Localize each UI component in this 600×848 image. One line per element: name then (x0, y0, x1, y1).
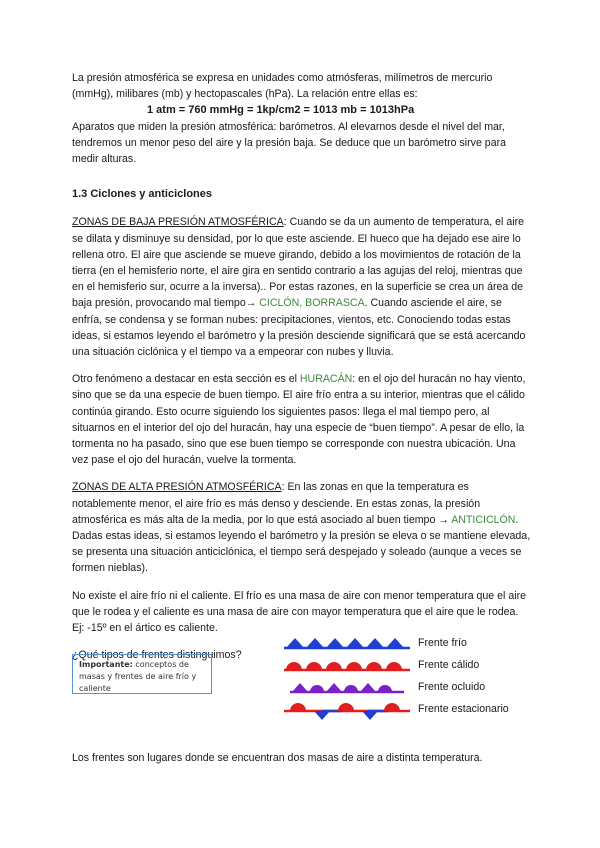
important-note-box (72, 654, 212, 694)
document-body (72, 70, 532, 664)
high-pressure-text-1: : En las zonas en que la temperatura es notablemente menor, el aire frío es más denso y desciende. En estas zonas, la presión atmosférica es más alta de la media, por lo que está asociado al buen tiempo → (72, 481, 481, 526)
hurricane-text-2: : en el ojo del huracán no hay viento, sino que se da una especie de buen tiempo. El aire frío entra a su interior, mientras que el cálido continúa girando. Esto ocurre siguiendo los siguientes pasos: llega el mal tiempo pero, al situarnos en el interior del ojo del huracán, hay una especie de “buen tiempo”. A pesar de ello, la tormenta no ha pasado, sino que ese buen tiempo se corresponde con nuestra ubicación. Una vez pase el ojo del huracán, vuelve la tormenta. (72, 373, 526, 467)
warm-front-row (282, 656, 522, 678)
cold-front-row (282, 634, 522, 656)
important-note-label: Importante: (79, 660, 133, 669)
barometer-paragraph: Aparatos que miden la presión atmosférica: barómetros. Al elevarnos desde el nivel del mar, tendremos un menor peso del aire y la presión baja. Se deduce que un barómetro sirve para medir alturas. (72, 120, 507, 166)
high-pressure-text-2: . Dadas estas ideas, si estamos leyendo el barómetro y la presión se eleva o se mantiene elevada, se presenta una situación anticiclónica, el tiempo será despejado y soleado (aunque a veces se formen nieblas). (72, 513, 531, 575)
cold-front-icon (282, 634, 412, 656)
pressure-formula: 1 atm = 760 mmHg = 1kp/cm2 = 1013 mb = 1013hPa (147, 104, 415, 117)
anticyclone-term: ANTICICLÓN (451, 513, 516, 526)
cold-front-label: Frente frío (418, 637, 467, 649)
low-pressure-paragraph (72, 214, 532, 360)
stationary-front-icon (282, 700, 412, 722)
section-title: 1.3 Ciclones y anticiclones (72, 188, 213, 201)
fronts-question: ¿Qué tipos de frentes distinguimos? (72, 649, 242, 662)
occluded-front-icon (282, 678, 412, 700)
hurricane-paragraph (72, 371, 532, 468)
hurricane-text-1: Otro fenómeno a destacar en esta sección es el (72, 373, 300, 386)
high-pressure-paragraph (72, 479, 532, 576)
fronts-legend (282, 634, 522, 722)
warm-front-icon (282, 656, 412, 678)
fronts-definition: Los frentes son lugares donde se encuentran dos masas de aire a distinta temperatura. (72, 752, 483, 764)
low-pressure-text-2: . Cuando asciende el aire, se enfría, se condensa y se forman nubes: precipitaciones, vientos, etc. Conociendo todas estas ideas, si estamos leyendo el barómetro y la presión desciende significará que se está acercando una situación ciclónica y el tiempo va a empeorar con nubes y lluvia. (72, 297, 526, 359)
important-note-text: conceptos de masas y frentes de aire frío y caliente (79, 660, 197, 693)
stationary-front-row (282, 700, 522, 722)
hurricane-term: HURACÁN (299, 373, 353, 386)
high-pressure-heading: ZONAS DE ALTA PRESIÓN ATMOSFÉRICA (72, 481, 282, 494)
air-mass-paragraph: No existe el aire frío ni el caliente. El frío es una masa de aire con menor temperatura que el aire que le rodea y el caliente es una masa de aire con mayor temperatura que el aire que le rodea. Ej: -15º en el ártico es caliente. (72, 589, 527, 635)
low-pressure-heading: ZONAS DE BAJA PRESIÓN ATMOSFÉRICA (72, 216, 284, 229)
stationary-front-label: Frente estacionario (418, 703, 509, 715)
low-pressure-text-1: : Cuando se da un aumento de temperatura, el aire se dilata y disminuye su densidad, por lo que este asciende. El hueco que ha dejado ese aire lo rellena otro. El aire que asciende se mueve girando, debido a los movimientos de rotación de la tierra (en el hemisferio norte, el aire gira en sentido contrario a las agujas del reloj, mientras que en el hemisferio sur, ocurre a la inversa).. Por estas razones, en la superficie se crea un área de baja presión, provocando mal tiempo→ (72, 216, 524, 310)
occluded-front-label: Frente ocluido (418, 681, 486, 693)
occluded-front-row (282, 678, 522, 700)
warm-front-label: Frente cálido (418, 659, 480, 671)
intro-paragraph: La presión atmosférica se expresa en unidades como atmósferas, milímetros de mercurio (mmHg), milibares (mb) y hectopascales (hPa). La relación entre ellas es: (72, 72, 493, 101)
cyclone-term: CICLÓN, BORRASCA (259, 297, 365, 310)
